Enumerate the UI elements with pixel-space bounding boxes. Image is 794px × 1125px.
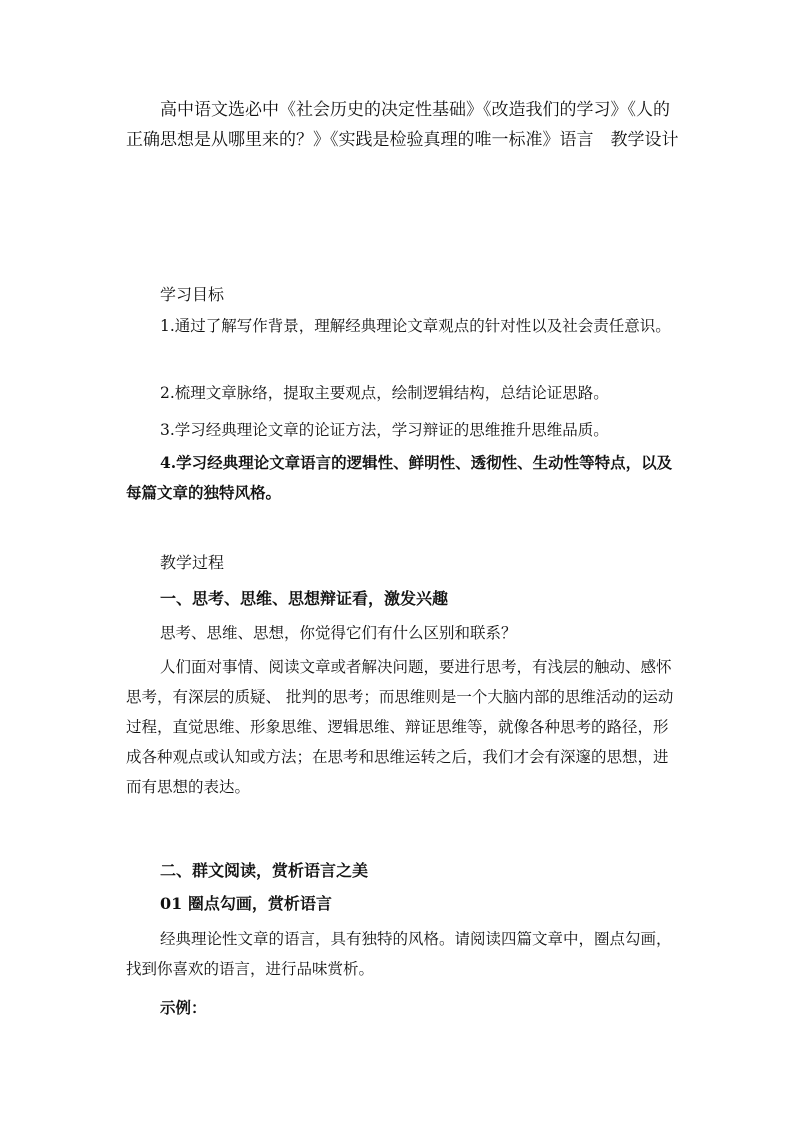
process-heading: 教学过程 <box>160 553 225 572</box>
objectives-heading: 学习目标 <box>160 285 225 304</box>
objective-item-4: 4.学习经典理论文章语言的逻辑性、鲜明性、透彻性、生动性等特点，以及每篇文章的独特风格。 <box>126 453 673 502</box>
part1-heading: 一、思考、思维、思想辩证看，激发兴趣 <box>160 589 449 608</box>
document-title: 高中语文选必中《社会历史的决定性基础》《改造我们的学习》《人的正确思想是从哪里来的？》《实践是检验真理的唯一标准》语言 教学设计 <box>126 100 679 150</box>
part2-paragraph: 经典理论性文章的语言，具有独特的风格。请阅读四篇文章中，圈点勾画，找到你喜欢的语言，进行品味赏析。 <box>126 930 672 978</box>
objective-item-3: 3.学习经典理论文章的论证方法，学习辩证的思维推升思维品质。 <box>160 421 609 439</box>
part1-answer: 人们面对事情、阅读文章或者解决问题，要进行思考，有浅层的触动、感怀思考，有深层的质疑、 批判的思考；而思维则是一个大脑内部的思维活动的运动过程，直觉思维、形象思维、逻辑思维、辩证思维等，就像各种思考的路径，形成各种观点或认知或方法；在思考和思维运转之后，我们才会有深邃的思想，进而有思想的表达。 <box>126 658 674 796</box>
part1-question: 思考、思维、思想，你觉得它们有什么区别和联系？ <box>160 624 517 642</box>
objective-item-1: 1.通过了解写作背景，理解经典理论文章观点的针对性以及社会责任意识。 <box>160 317 671 335</box>
example-label: 示例： <box>160 998 207 1017</box>
objective-item-2: 2.梳理文章脉络，提取主要观点，绘制逻辑结构，总结论证思路。 <box>160 384 609 402</box>
part2-heading: 二、群文阅读，赏析语言之美 <box>160 861 369 880</box>
part2-subheading: 01 圈点勾画，赏析语言 <box>160 894 332 913</box>
